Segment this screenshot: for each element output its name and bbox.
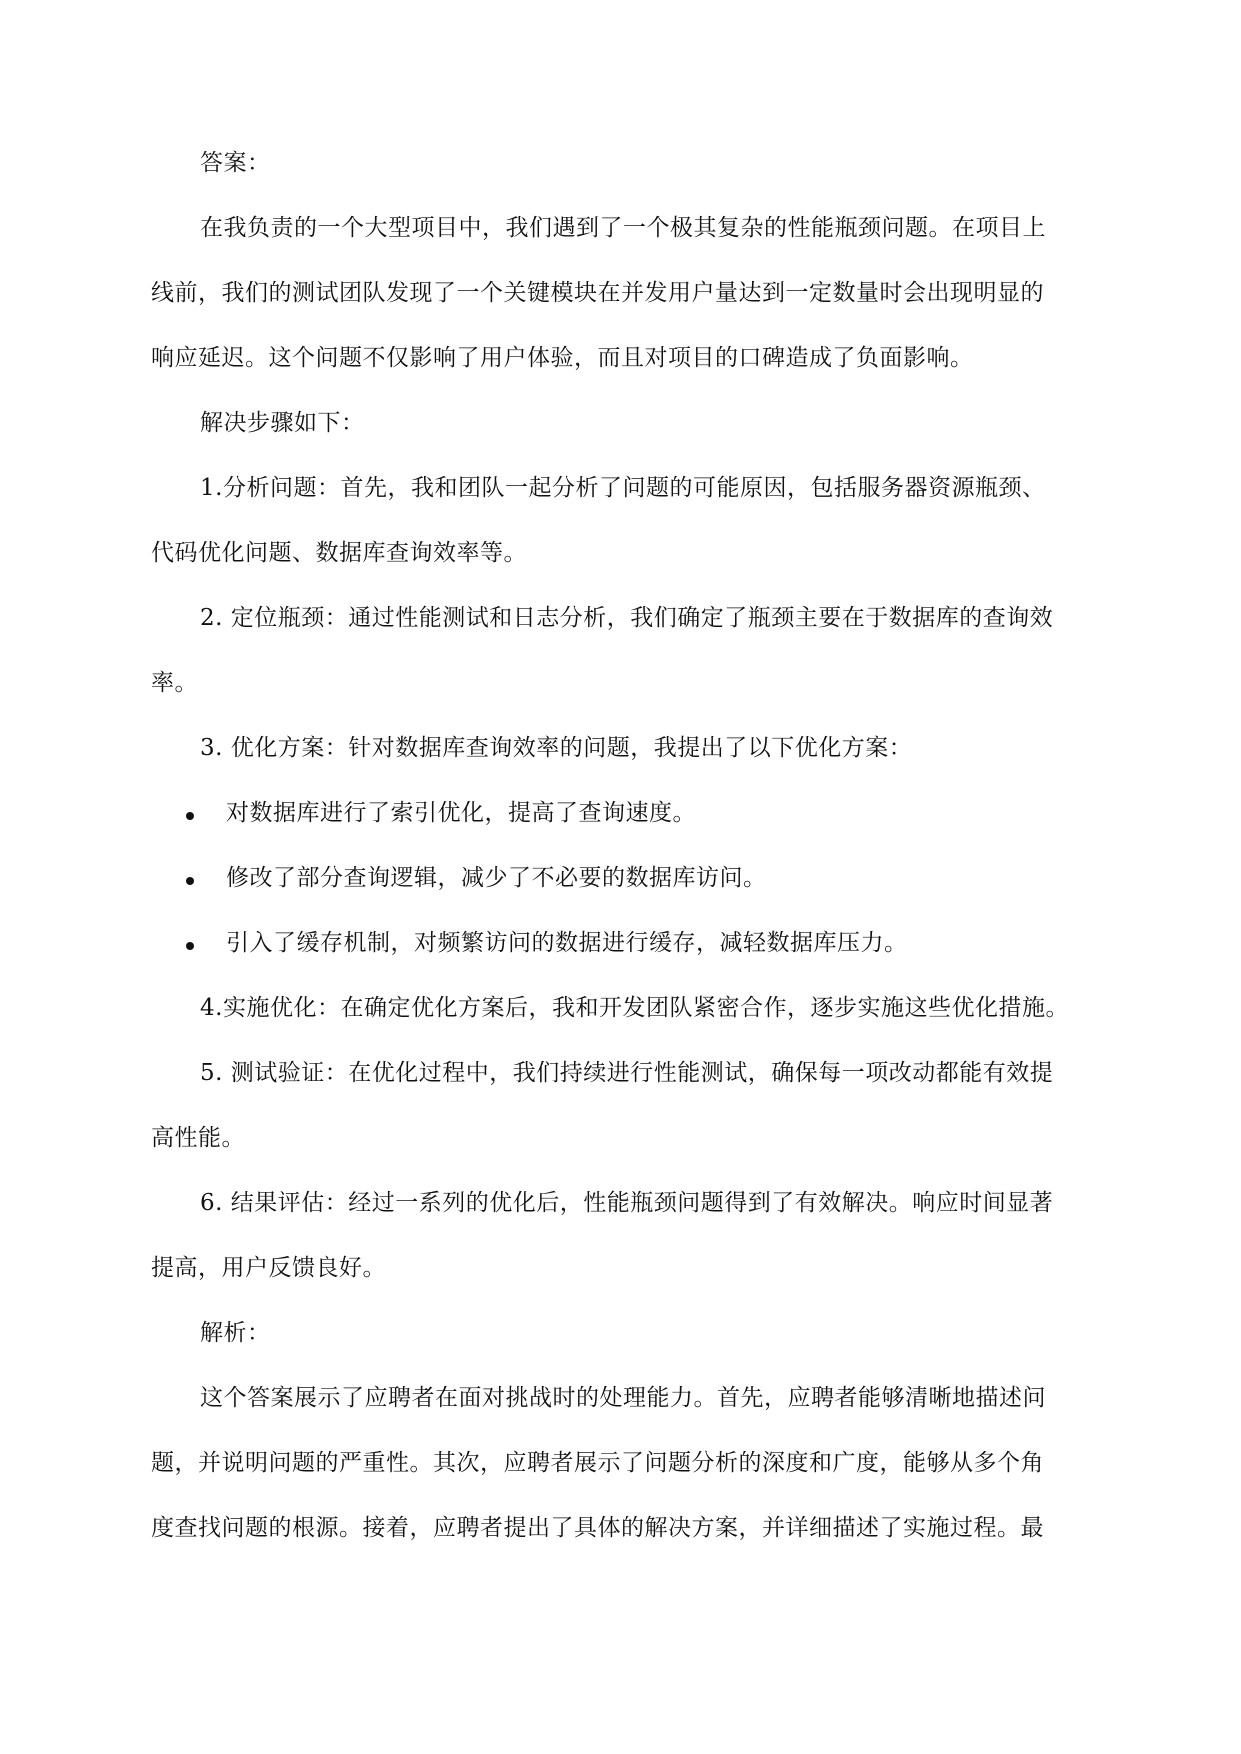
bullet-icon xyxy=(186,877,194,885)
analysis-line: 题，并说明问题的严重性。其次，应聘者展示了问题分析的深度和广度，能够从多个角 xyxy=(151,1450,1044,1476)
bullet-icon xyxy=(186,812,194,820)
steps-heading: 解决步骤如下： xyxy=(200,410,365,436)
step-6-line: 6. 结果评估：经过一系列的优化后，性能瓶颈问题得到了有效解决。响应时间显著 xyxy=(200,1190,1054,1216)
intro-line: 在我负责的一个大型项目中，我们遇到了一个极其复杂的性能瓶颈问题。在项目上 xyxy=(200,215,1046,241)
step-2-line: 率。 xyxy=(151,670,198,696)
step-3-line: 3. 优化方案：针对数据库查询效率的问题，我提出了以下优化方案： xyxy=(200,735,913,761)
intro-line: 线前，我们的测试团队发现了一个关键模块在并发用户量达到一定数量时会出现明显的 xyxy=(151,280,1044,306)
step-5-line: 高性能。 xyxy=(151,1125,245,1151)
step-5-line: 5. 测试验证：在优化过程中，我们持续进行性能测试，确保每一项改动都能有效提 xyxy=(200,1060,1054,1086)
step-1-line: 代码优化问题、数据库查询效率等。 xyxy=(151,540,527,566)
analysis-line: 这个答案展示了应聘者在面对挑战时的处理能力。首先，应聘者能够清晰地描述问 xyxy=(200,1385,1046,1411)
bullet-icon xyxy=(186,942,194,950)
analysis-heading: 解析： xyxy=(200,1320,271,1346)
step-4-line: 4.实施优化：在确定优化方案后，我和开发团队紧密合作，逐步实施这些优化措施。 xyxy=(200,995,1069,1021)
analysis-line: 度查找问题的根源。接着，应聘者提出了具体的解决方案，并详细描述了实施过程。最 xyxy=(151,1515,1044,1541)
bullet-item: 修改了部分查询逻辑，减少了不必要的数据库访问。 xyxy=(226,865,767,891)
bullet-item: 引入了缓存机制，对频繁访问的数据进行缓存，减轻数据库压力。 xyxy=(226,930,908,956)
step-2-line: 2. 定位瓶颈：通过性能测试和日志分析，我们确定了瓶颈主要在于数据库的查询效 xyxy=(200,605,1054,631)
step-6-line: 提高，用户反馈良好。 xyxy=(151,1255,386,1281)
intro-line: 响应延迟。这个问题不仅影响了用户体验，而且对项目的口碑造成了负面影响。 xyxy=(151,345,974,371)
answer-heading: 答案： xyxy=(200,150,271,176)
bullet-item: 对数据库进行了索引优化，提高了查询速度。 xyxy=(226,800,696,826)
step-1-line: 1.分析问题：首先，我和团队一起分析了问题的可能原因，包括服务器资源瓶颈、 xyxy=(200,475,1046,501)
